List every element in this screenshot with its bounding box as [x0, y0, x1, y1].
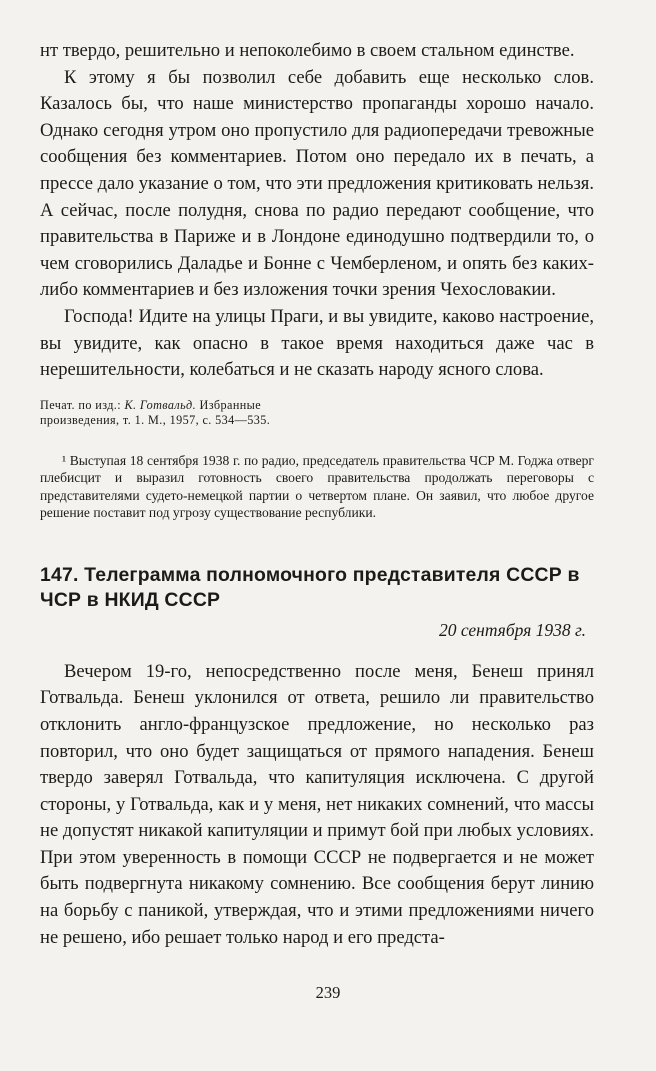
document-title: 147. Телеграмма полномочного представителя СССР в ЧСР в НКИД СССР — [40, 563, 580, 611]
paragraph-propaganda: К этому я бы позволил себе добавить еще несколько слов. Казалось бы, что наше министерство пропаганды хорошо начало. Однако сегодня утром оно пропустило для радиопередачи тревожные сообщения без комментариев. Потом оно передало их в печать, а прессе дало указание о том, что эти предложения критиковать нельзя. А сейчас, после полудня, снова по радио передают сообщение, что правительства в Париже и в Лондоне единодушно подтвердили то, о чем сговорились Даладье и Бонне с Чемберленом, и опять без каких-либо комментариев и без изложения точки зрения Чехословакии. — [40, 66, 594, 301]
page-number: 239 — [315, 983, 341, 1002]
source-prefix: Печат. по изд.: — [40, 397, 125, 412]
document-body: Вечером 19-го, непосредственно после меня, Бенеш принял Готвальда. Бенеш уклонился от ответа, решило ли правительство отклонить англо-французское предложение, но несколько раз повторил, что оно будет защищаться от прямого нападения. Бенеш твердо заверял Готвальда, что капитуляция исключена. С другой стороны, у Готвальда, как и у меня, нет никаких сомнений, что массы не допустят никакой капитуляции и примут бой при любых условиях. При этом уверенность в помощи СССР не подвергается и не может быть подвергнута никакому сомнению. Все сообщения берут линию на борьбу с паникой, утверждая, что и этими предложениями ничего не решено, ибо решает только народ и его предста- — [40, 660, 594, 948]
source-rest: Избранные произведения, т. 1. М., 1957, с. 534—535. — [40, 397, 271, 428]
continued-paragraph: нт твердо, решительно и непоколебимо в своем стальном единстве. — [40, 40, 575, 61]
footnote: ¹ Выступая 18 сентября 1938 г. по радио, председатель правительства ЧСР М. Годжа отверг плебисцит и выразил готовность своего правительства продолжать переговоры с представителями судето-немецкой партии о четвертом плане. Он заявил, что любое другое решение поставит под угрозу существование республики. — [40, 452, 594, 521]
document-date: 20 сентября 1938 г. — [438, 619, 586, 640]
paragraph-gentlemen: Господа! Идите на улицы Праги, и вы увидите, каково настроение, вы увидите, как опасно в такое время находиться даже час в нерешительности, колебаться и не сказать народу ясного слова. — [40, 305, 594, 381]
source-citation — [40, 398, 300, 429]
source-author: К. Готвальд. — [124, 397, 197, 412]
